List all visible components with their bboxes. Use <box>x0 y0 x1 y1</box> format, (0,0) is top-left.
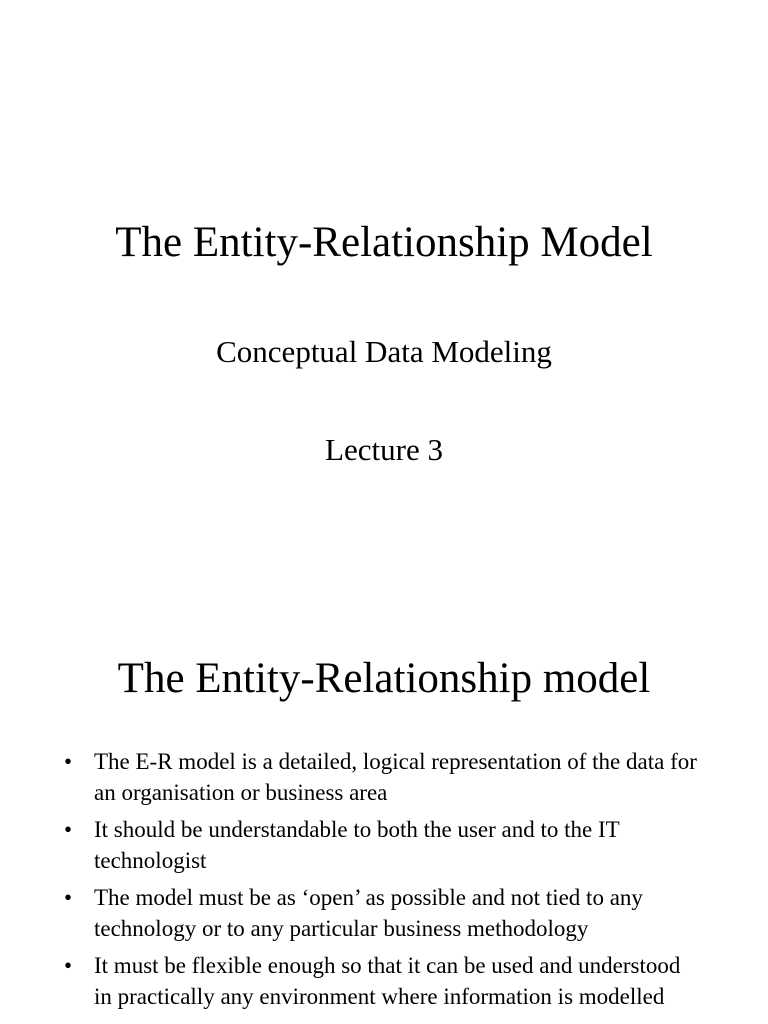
slide-subtitle: Conceptual Data Modeling <box>216 334 552 369</box>
bullet-item <box>60 814 700 876</box>
bullet-icon: • <box>64 885 73 910</box>
content-slide <box>0 576 768 1024</box>
lecture-label: Lecture 3 <box>325 432 443 467</box>
bullet-text: It must be flexible enough so that it can be used and understood in practically any environment where information is modelled <box>94 953 681 1009</box>
bullet-list <box>60 746 700 1018</box>
bullet-text: The model must be as ‘open’ as possible and not tied to any technology or to any particular business methodology <box>94 885 643 941</box>
bullet-text: It should be understandable to both the user and to the IT technologist <box>94 817 620 873</box>
bullet-icon: • <box>64 953 73 978</box>
bullet-item <box>60 882 700 944</box>
bullet-text: The E-R model is a detailed, logical representation of the data for an organisation or business area <box>94 749 697 805</box>
slide-title: The Entity-Relationship Model <box>115 219 653 266</box>
bullet-icon: • <box>64 749 73 774</box>
bullet-icon: • <box>64 817 73 842</box>
slide-title: The Entity-Relationship model <box>117 655 651 702</box>
bullet-item <box>60 950 700 1012</box>
bullet-item <box>60 746 700 808</box>
